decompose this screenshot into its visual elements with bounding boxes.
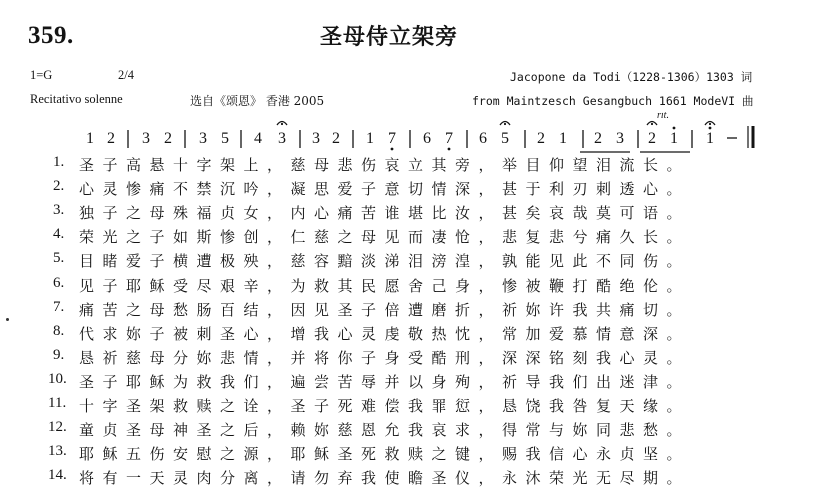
verse-number: 8. <box>53 322 65 339</box>
tempo-marking: Recitativo solenne <box>30 92 123 106</box>
verse-text: 圣子耶稣为救我们，遍尝苦辱并以身殉，祈导我们出迷津。 <box>79 372 691 391</box>
verse-number: 14. <box>48 467 67 484</box>
time-signature: 2/4 <box>118 68 134 82</box>
note: 1 <box>366 130 374 147</box>
verse-number: 7. <box>53 298 65 315</box>
note: 5 <box>501 130 509 147</box>
hymn-number: 359. <box>28 22 74 49</box>
note: 1 <box>86 130 94 147</box>
source-credit: 选自《颂恩》 香港 2005 <box>190 94 325 108</box>
note: 4 <box>254 130 262 147</box>
verse-text: 十字圣架救赎之诠，圣子死难偿我罪愆，恳饶我咎复天缘。 <box>79 397 691 415</box>
note: 3 <box>278 130 286 147</box>
verse-text: 荣光之子如斯惨创，仁慈之母见而凄怆，悲复悲兮痛久长。 <box>79 228 691 247</box>
note: 1 <box>559 130 567 147</box>
fermata-dot <box>709 123 711 125</box>
key-signature: 1=G <box>30 68 53 82</box>
verse-text: 心灵惨痛不禁沉吟，凝思爱子意切情深，甚于利刃刺透心。 <box>79 180 691 199</box>
verse-number: 12. <box>48 419 67 436</box>
scan-speck <box>6 318 9 321</box>
verse-number: 1. <box>53 154 65 170</box>
verse-number: 3. <box>53 202 65 219</box>
verse-number: 4. <box>53 226 65 243</box>
jianpu-notation <box>0 112 828 160</box>
hymn-title: 圣母侍立架旁 <box>320 24 459 50</box>
note: 7 <box>445 130 453 147</box>
verse-text: 痛苦之母愁肠百结，因见圣子倍遭磨折，祈妳许我共痛切。 <box>79 300 691 319</box>
ritardando-marking: rit. <box>657 112 669 121</box>
note: 2 <box>594 130 602 147</box>
verse-text: 恳祈慈母分妳悲情，并将你子身受酷刑，深深铭刻我心灵。 <box>79 348 691 367</box>
composer-credit: from Maintzesch Gesangbuch 1661 ModeVI 曲 <box>472 94 754 108</box>
verse-text: 圣子高悬十字架上，慈母悲伤哀立其旁，举目仰望泪流长。 <box>79 156 691 174</box>
verse-number: 6. <box>53 274 65 291</box>
verse-text: 童贞圣母神圣之后，赖妳慈恩允我哀求，得常与妳同悲愁。 <box>79 421 691 440</box>
verse-number: 10. <box>48 370 67 387</box>
note: 3 <box>142 130 150 147</box>
high-octave-dot <box>673 127 676 130</box>
note: 2 <box>332 130 340 147</box>
verse-number: 13. <box>48 443 67 460</box>
verse-number: 2. <box>53 178 65 195</box>
fermata-dot <box>651 123 653 125</box>
note: 7 <box>388 130 396 147</box>
verse-text: 将有一天灵肉分离，请勿弃我使瞻圣仪，永沐荣光无尽期。 <box>79 469 691 488</box>
note: 3 <box>199 130 207 147</box>
note: 6 <box>423 130 431 147</box>
high-octave-dot <box>709 127 712 130</box>
note: 2 <box>107 130 115 147</box>
verse-number: 5. <box>53 250 65 267</box>
verse-text: 独子之母殊福贞女，内心痛苦谁堪比汝，甚矣哀哉莫可语。 <box>79 204 691 223</box>
note: 2 <box>537 130 545 147</box>
low-octave-dot <box>448 148 451 151</box>
verse-number: 11. <box>48 395 67 411</box>
note: 1 <box>670 130 678 147</box>
verse-text: 见子耶稣受尽艰辛，为救其民愿舍己身，惨被鞭打酷绝伦。 <box>79 276 691 295</box>
verse-text: 目睹爱子横遭极殃，慈容黯淡涕泪滂湟，孰能见此不同伤。 <box>79 252 691 271</box>
note: 1 <box>706 130 714 147</box>
verse-text: 耶稣五伤安慰之源，耶稣圣死救赎之键，赐我信心永贞坚。 <box>79 445 691 464</box>
note: 6 <box>479 130 487 147</box>
low-octave-dot <box>391 148 394 151</box>
fermata-dot <box>504 123 506 125</box>
note: 3 <box>616 130 624 147</box>
note: 3 <box>312 130 320 147</box>
note: 5 <box>221 130 229 147</box>
lyricist-credit: Jacopone da Todi（1228-1306）1303 词 <box>510 70 753 84</box>
note: 2 <box>648 130 656 147</box>
verse-text: 代求妳子被刺圣心，增我心灵虔敬热忱，常加爱慕情意深。 <box>79 324 691 343</box>
verse-number: 9. <box>53 346 65 363</box>
note: 2 <box>164 130 172 147</box>
fermata-dot <box>281 123 283 125</box>
